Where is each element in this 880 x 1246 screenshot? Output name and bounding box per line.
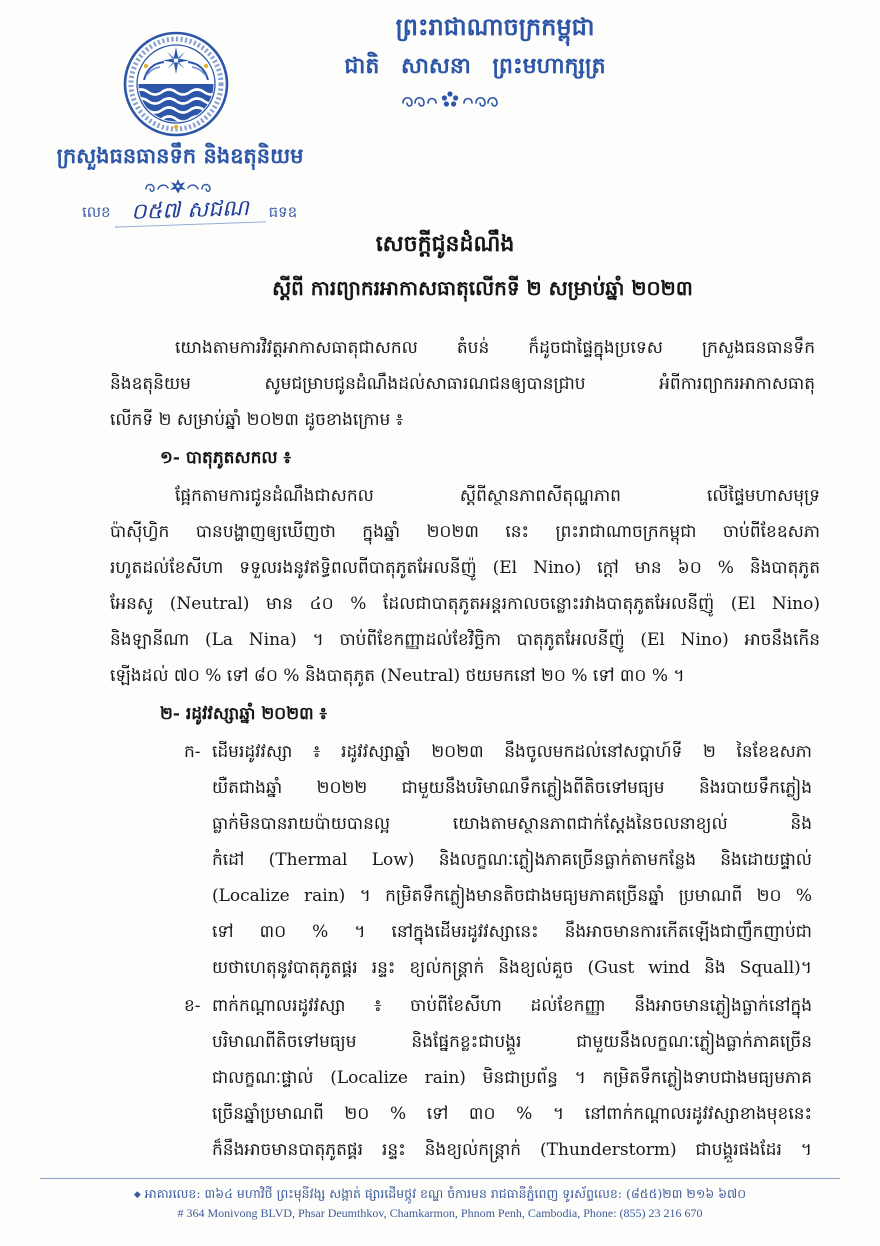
item-line: (Localize rain) ។ កម្រិតទឹកភ្លៀងមានតិចជាងមធ្យមភាគច្រើនឆ្នាំ ប្រមាណពី ២០ % <box>212 886 812 906</box>
intro-line: និងឧតុនិយម សូមជម្រាបជូនដំណឹងដល់សាធារណជនឲ្យបានជ្រាប អំពីការព្យាករអាកាសធាតុ <box>110 374 815 394</box>
floral-ornament-icon <box>400 90 500 108</box>
section-heading-global-phenomena: ១- បាតុភូតសកល ៖ <box>160 448 291 468</box>
item-line: ធ្លាក់មិនបានរាយប៉ាយបានល្អ យោងតាមស្ថានភាពជាក់ស្ដែងនៃចលនាខ្យល់ និង <box>212 814 812 834</box>
floral-ornament-icon <box>142 178 214 194</box>
section-line: អែនសូ (Neutral) មាន ៤០ % ដែលជាបាតុភូតអន្តរកាលចន្លោះរវាងបាតុភូតអែលនីញ៉ូ (El Nino) <box>110 594 820 614</box>
item-line: យឺតជាងឆ្នាំ ២០២២ ជាមួយនឹងបរិមាណទឹកភ្លៀងពីតិចទៅមធ្យម និងរបាយទឹកភ្លៀង <box>212 778 812 798</box>
reference-number-line <box>82 193 297 225</box>
national-motto: ជាតិ សាសនា ព្រះមហាក្សត្រ <box>344 53 606 79</box>
footer-address-english: # 364 Monivong BLVD, Phsar Deumthkov, Chamkarmon, Phnom Penh, Cambodia, Phone: (855) 23 216 670 <box>177 1206 703 1220</box>
intro-paragraph <box>110 330 815 438</box>
item-label: ខ- <box>184 996 201 1016</box>
section-line: រហូតដល់ខែសីហា ទទួលរងនូវឥទ្ធិពលពីបាតុភូតអែលនីញ៉ូ (El Nino) ក្ដៅ មាន ៦០ % និងបាតុភូត <box>110 558 820 578</box>
item-line: យថាហេតុនូវបាតុភូតផ្គរ រន្ទះ ខ្យល់កន្ត្រាក់ និងខ្យល់គួច (Gust wind និង Squall)។ <box>212 958 812 978</box>
item-line: បរិមាណពីតិចទៅមធ្យម និងផ្នែកខ្លះជាបង្គួរ ជាមួយនឹងលក្ខណៈភ្លៀងធ្លាក់ភាគច្រើន <box>212 1032 812 1052</box>
item-label: ក- <box>184 742 201 762</box>
item-line: ដើមរដូវវស្សា ៖ រដូវវស្សាឆ្នាំ ២០២៣ នឹងចូលមកដល់នៅសប្ដាហ៍ទី ២ នៃខែឧសភា <box>212 742 812 762</box>
reference-suffix: ធទឧ <box>268 203 298 221</box>
ministry-name: ក្រសួងធនធានទឹក និងឧតុនិយម <box>56 143 304 168</box>
section-line: និងឡានីណា (La Nina) ។ ចាប់ពីខែកញ្ញាដល់ខែវិច្ឆិកា បាតុភូតអែលនីញ៉ូ (El Nino) អាចនឹងកើន <box>110 630 820 650</box>
handwritten-reference-number: ០៥៧ សជណ <box>114 195 265 227</box>
item-line: ក៏នឹងអាចមានបាតុភូតផ្គរ រន្ទះ និងខ្យល់កន្ត្រាក់ (Thunderstorm) ជាបង្គួរផងដែរ ។ <box>212 1140 812 1160</box>
footer-divider <box>40 1178 840 1179</box>
notice-title: សេចក្ដីជូនដំណឹង <box>375 231 515 257</box>
ministry-emblem-icon <box>122 30 230 138</box>
list-item-mid-season <box>184 988 812 1168</box>
kingdom-heading: ព្រះរាជាណាចក្រកម្ពុជា <box>395 12 595 41</box>
reference-prefix: លេខ <box>82 203 111 221</box>
section-heading-rainy-season: ២- រដូវវស្សាឆ្នាំ ២០២៣ ៖ <box>160 704 328 724</box>
item-line: កំដៅ (Thermal Low) និងលក្ខណៈភ្លៀងភាគច្រើនធ្លាក់តាមកន្លែង និងដោយផ្ទាល់ <box>212 850 812 870</box>
item-line: ទៅ ៣០ % ។ នៅក្នុងដើមរដូវវស្សានេះ នឹងអាចមានការកើតឡើងជាញឹកញាប់ជា <box>212 922 812 942</box>
section-paragraph <box>110 478 820 694</box>
section-line: ប៉ាស៊ីហ្វិក បានបង្ហាញឲ្យឃើញថា ក្នុងឆ្នាំ ២០២៣ នេះ ព្រះរាជាណាចក្រកម្ពុជា ចាប់ពីខែឧសភា <box>110 522 820 542</box>
footer-address-khmer-text: អាគារលេខ: ៣៦៤ មហាវិថី ព្រះមុនីវង្ស សង្កាត់ ផ្សារដើមថ្កូវ ខណ្ឌ ចំការមន រាជធានីភ្នំពេញ ទូរស័ព្ទលេខ: (៨៥៥)២៣ ២១៦ ៦៧០ <box>144 1186 747 1201</box>
footer-address-khmer <box>0 1184 880 1205</box>
notice-subtitle: ស្ដីពី ការព្យាករអាកាសធាតុលើកទី ២ សម្រាប់ឆ្នាំ ២០២៣ <box>272 276 693 300</box>
section-line: ឡើងដល់ ៧០ % ទៅ ៨០ % និងបាតុភូត (Neutral) ថយមកនៅ ២០ % ទៅ ៣០ % ។ <box>110 666 685 686</box>
intro-line: លើកទី ២ សម្រាប់ឆ្នាំ ២០២៣ ដូចខាងក្រោម ៖ <box>110 410 404 430</box>
list-item-early-season <box>184 734 812 986</box>
section-line: ផ្អែកតាមការជូនដំណឹងជាសកល ស្ដីពីស្ថានភាពសីតុណ្ហភាព លើផ្ទៃមហាសមុទ្រ <box>175 486 820 506</box>
bullet-icon: ◆ <box>133 1190 141 1200</box>
item-line: ច្រើនឆ្នាំប្រមាណពី ២០ % ទៅ ៣០ % ។ នៅពាក់កណ្ដាលរដូវវស្សាខាងមុខនេះ <box>212 1104 812 1124</box>
intro-line: យោងតាមការវិវត្តអាកាសធាតុជាសកល តំបន់ ក៏ដូចជាផ្ទៃក្នុងប្រទេស ក្រសួងធនធានទឹក <box>175 338 815 358</box>
item-line: ជាលក្ខណៈផ្ទាល់ (Localize rain) មិនជាប្រព័ន្ធ ។ កម្រិតទឹកភ្លៀងទាបជាងមធ្យមភាគ <box>212 1068 812 1088</box>
item-line: ពាក់កណ្ដាលរដូវវស្សា ៖ ចាប់ពីខែសីហា ដល់ខែកញ្ញា នឹងអាចមានភ្លៀងធ្លាក់នៅក្នុង <box>212 996 812 1016</box>
